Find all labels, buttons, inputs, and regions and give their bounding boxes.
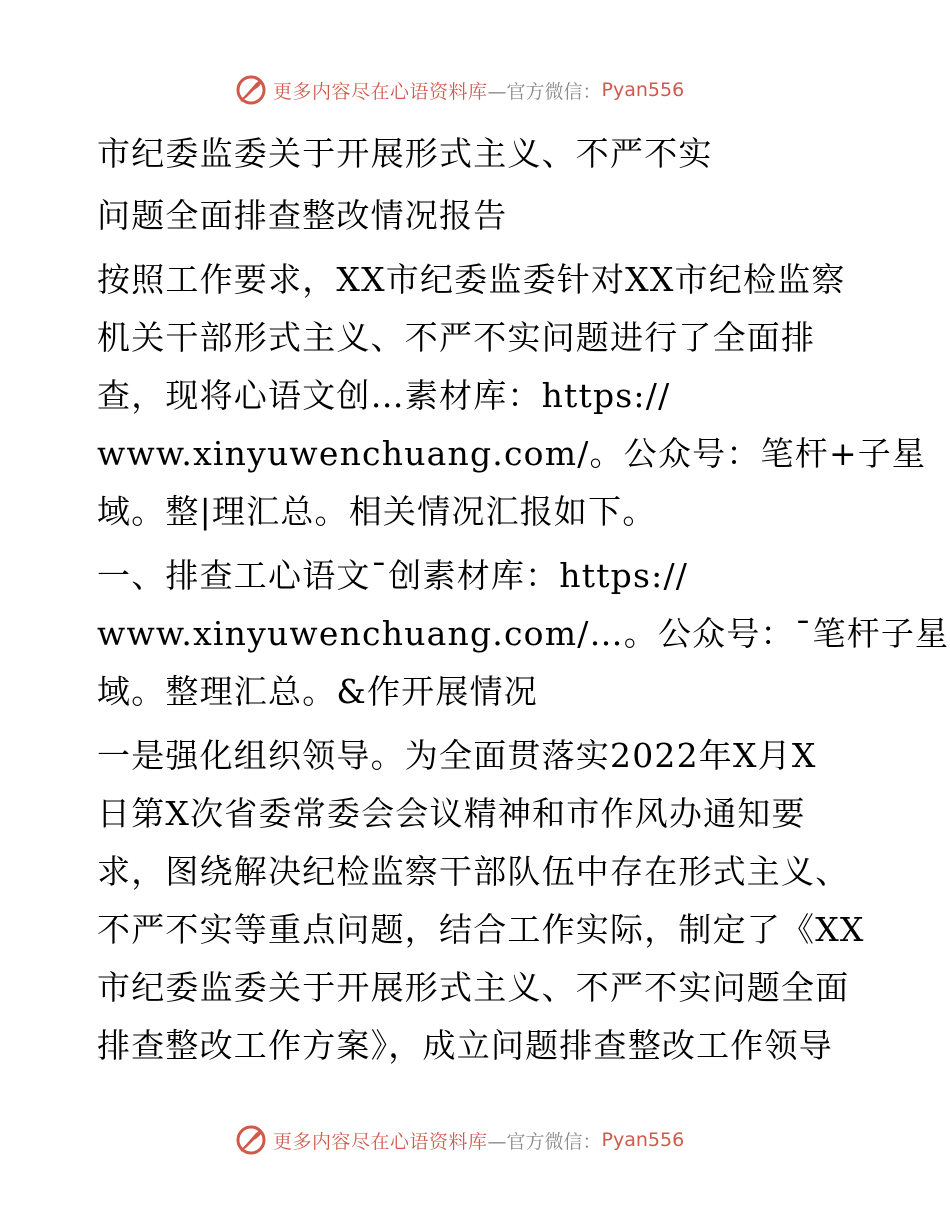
document-title-line-1: 市纪委监委关于开展形式主义、不严不实 xyxy=(97,134,713,173)
document-title-line-2: 问题全面排查整改情况报告 xyxy=(97,196,508,235)
section-heading-line: 域。整理汇总。&作开展情况 xyxy=(97,672,538,711)
watermark-footer xyxy=(235,1122,684,1158)
watermark-header xyxy=(235,72,684,108)
paragraph-line: 市纪委监委关于开展形式主义、不严不实问题全面 xyxy=(97,968,850,1007)
section-heading-line: www.xinyuwenchuang.com/…。公众号：¯笔杆子星 xyxy=(97,614,950,653)
intro-line: www.xinyuwenchuang.com/。公众号：笔杆+子星 xyxy=(97,434,927,473)
intro-line: 按照工作要求，XX市纪委监委针对XX市纪检监察 xyxy=(97,260,846,299)
watermark-account-text: Pyan556 xyxy=(601,1129,685,1151)
paragraph-line: 不严不实等重点问题，结合工作实际，制定了《XX xyxy=(97,910,865,949)
section-heading-line: 一、排查工心语文¯创素材库：https:// xyxy=(97,556,689,595)
watermark-main-text: 更多内容尽在心语资料库 xyxy=(273,1130,488,1153)
watermark-account-text: Pyan556 xyxy=(601,79,685,101)
paragraph-line: 求，图绕解决纪检监察干部队伍中存在形式主义、 xyxy=(97,852,850,891)
intro-line: 机关干部形式主义、不严不实问题进行了全面排 xyxy=(97,318,816,357)
watermark-official-text: —官方微信： xyxy=(487,80,602,103)
watermark-official-text: —官方微信： xyxy=(487,1130,602,1153)
paragraph-line: 一是强化组织领导。为全面贯落实2022年X月X xyxy=(97,736,817,775)
watermark-main-text: 更多内容尽在心语资料库 xyxy=(273,80,488,103)
intro-line: 域。整|理汇总。相关情况汇报如下。 xyxy=(97,492,657,531)
paragraph-line: 排查整改工作方案》，成立问题排查整改工作领导 xyxy=(97,1026,833,1065)
quill-logo-icon xyxy=(235,74,267,106)
paragraph-line: 日第X次省委常委会会议精神和市作风办通知要 xyxy=(97,794,806,833)
quill-logo-icon xyxy=(235,1124,267,1156)
intro-line: 查，现将心语文创…素材库：https:// xyxy=(97,376,671,415)
document-body xyxy=(97,125,950,1075)
